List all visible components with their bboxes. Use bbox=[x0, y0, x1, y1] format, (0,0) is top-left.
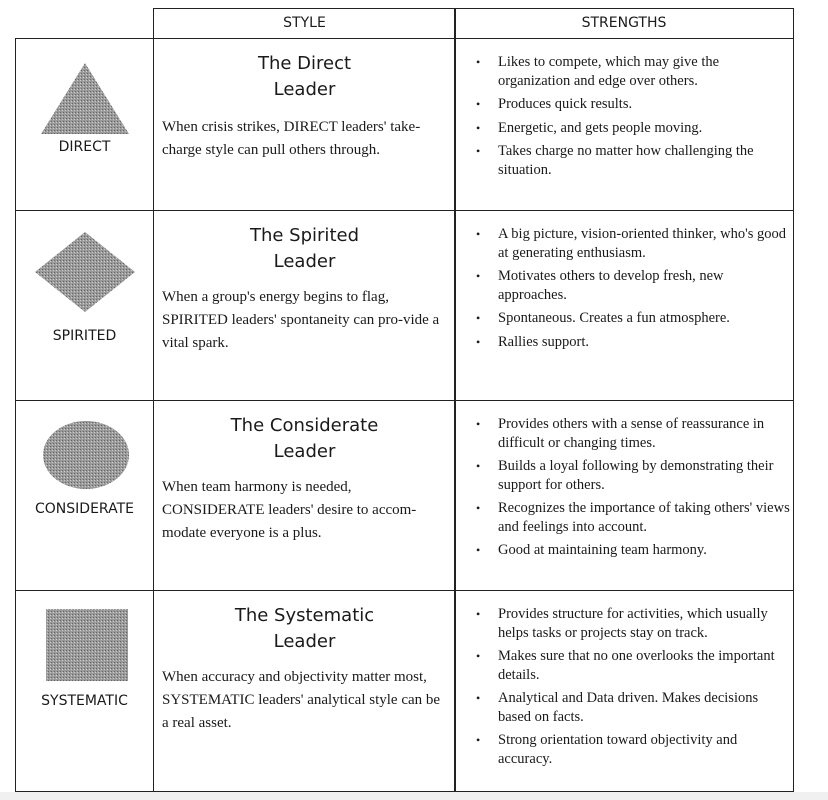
strengths-list bbox=[455, 415, 791, 565]
page-bottom-edge bbox=[0, 792, 828, 800]
strength-item: • Motivates others to develop fresh, new approaches. bbox=[498, 267, 791, 304]
style-label: CONSIDERATE bbox=[35, 501, 134, 517]
strength-item: • Energetic, and gets people moving. bbox=[498, 119, 791, 138]
strength-item: • Rallies support. bbox=[498, 333, 791, 352]
style-label: DIRECT bbox=[58, 139, 111, 155]
strength-item: • Analytical and Data driven. Makes decisions based on facts. bbox=[498, 689, 791, 726]
strength-item: • Recognizes the importance of taking others' views and feelings into account. bbox=[498, 499, 791, 536]
strength-item: • A big picture, vision-oriented thinker, who's good at generating enthusiasm. bbox=[498, 225, 791, 262]
header-style bbox=[153, 8, 456, 39]
strength-item: • Strong orientation toward objectivity and accuracy. bbox=[498, 731, 791, 768]
style-cell bbox=[153, 210, 456, 401]
style-label: SYSTEMATIC bbox=[41, 693, 128, 709]
style-icon-cell bbox=[15, 400, 154, 591]
style-description: When team harmony is needed, CONSIDERATE leaders' desire to accom-modate everyone is a plus. bbox=[162, 479, 417, 541]
strength-item: • Builds a loyal following by demonstrating their support for others. bbox=[498, 457, 791, 494]
strength-item: • Produces quick results. bbox=[498, 95, 791, 114]
strengths-list bbox=[455, 225, 791, 356]
strength-item: • Provides structure for activities, which usually helps tasks or projects stay on track. bbox=[498, 605, 791, 642]
strength-item: • Makes sure that no one overlooks the important details. bbox=[498, 647, 791, 684]
style-cell bbox=[153, 38, 456, 211]
style-title-line2: Leader bbox=[273, 441, 336, 462]
style-cell bbox=[153, 400, 456, 591]
style-title-line2: Leader bbox=[273, 251, 336, 272]
strength-item: • Takes charge no matter how challenging the situation. bbox=[498, 142, 791, 179]
header-style-text: STYLE bbox=[283, 15, 326, 31]
strengths-cell bbox=[454, 590, 794, 792]
style-icon-cell bbox=[15, 590, 154, 792]
square-shape-icon bbox=[45, 608, 129, 682]
style-title-line2: Leader bbox=[273, 79, 336, 100]
strength-item: • Provides others with a sense of reassurance in difficult or changing times. bbox=[498, 415, 791, 452]
style-title-line2: Leader bbox=[273, 631, 336, 652]
strength-item: • Spontaneous. Creates a fun atmosphere. bbox=[498, 309, 791, 328]
header-strengths bbox=[454, 8, 794, 39]
strengths-list bbox=[455, 605, 791, 773]
strengths-list bbox=[455, 53, 791, 184]
header-strengths-text: STRENGTHS bbox=[581, 15, 667, 31]
strengths-cell bbox=[454, 210, 794, 401]
triangle-shape-icon bbox=[39, 61, 131, 136]
strength-item: • Likes to compete, which may give the organization and edge over others. bbox=[498, 53, 791, 90]
style-cell bbox=[153, 590, 456, 792]
strength-item: • Good at maintaining team harmony. bbox=[498, 541, 791, 560]
style-title-line1: The Systematic bbox=[234, 605, 375, 626]
style-label: SPIRITED bbox=[52, 328, 117, 344]
style-title-line1: The Considerate bbox=[230, 415, 379, 436]
ellipse-shape-icon bbox=[41, 419, 131, 491]
style-title-line1: The Spirited bbox=[249, 225, 359, 246]
style-icon-cell bbox=[15, 210, 154, 401]
strengths-cell bbox=[454, 38, 794, 211]
style-description: When a group's energy begins to flag, SPIRITED leaders' spontaneity can pro-vide a vital spark. bbox=[162, 289, 440, 351]
style-icon-cell bbox=[15, 38, 154, 211]
style-description: When crisis strikes, DIRECT leaders' take-charge style can pull others through. bbox=[162, 119, 421, 158]
style-description: When accuracy and objectivity matter most, SYSTEMATIC leaders' analytical style can be a real asset. bbox=[162, 669, 441, 731]
strengths-cell bbox=[454, 400, 794, 591]
diamond-shape-icon bbox=[33, 230, 137, 314]
style-title-line1: The Direct bbox=[257, 53, 352, 74]
